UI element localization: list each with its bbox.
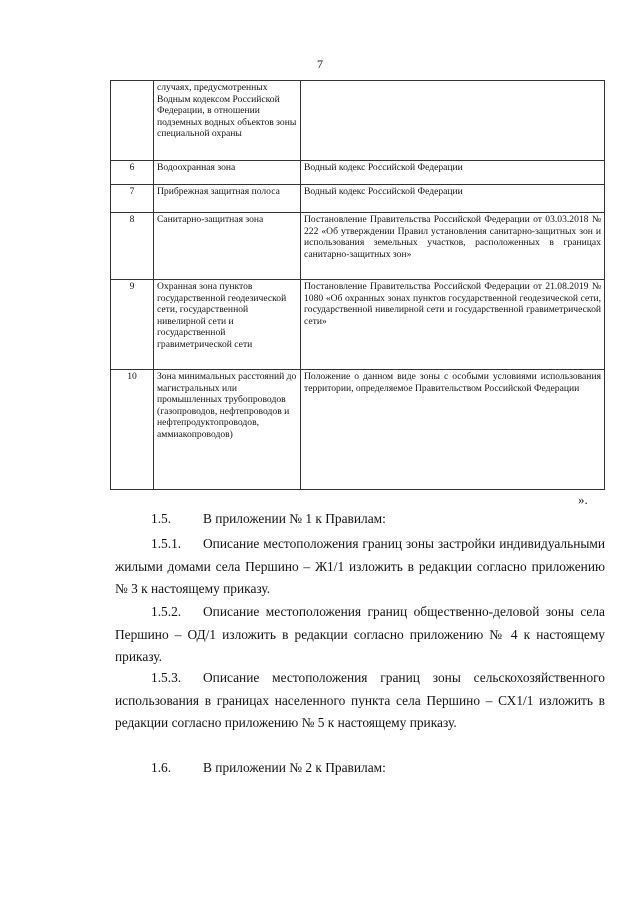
closing-quote: ».	[578, 492, 588, 507]
row-number: 7	[111, 185, 154, 213]
paragraph	[115, 757, 605, 780]
legal-basis: Водный кодекс Российской Федерации	[301, 185, 605, 213]
paragraph-number: 1.5.	[151, 511, 172, 526]
paragraph-text: В приложении № 1 к Правилам:	[203, 511, 386, 526]
zones-table	[110, 80, 605, 490]
row-number: 6	[111, 161, 154, 185]
zone-name: Охранная зона пунктов государственной геодезической сети, государственной нивелирной сети и государственной гравиметрической сети	[154, 280, 301, 370]
paragraph-number: 1.5.2.	[151, 604, 182, 619]
paragraph	[115, 667, 605, 735]
page-number: 7	[317, 57, 323, 71]
table-row	[111, 280, 605, 370]
table-row	[111, 185, 605, 213]
paragraph-text: Описание местоположения границ общественно-деловой зоны села Першино – ОД/1 изложить в редакции согласно приложению № 4 к настоящему приказу.	[115, 604, 605, 664]
paragraph	[115, 533, 605, 601]
row-number: 8	[111, 213, 154, 280]
legal-basis: Постановление Правительства Российской Федерации от 03.03.2018 № 222 «Об утверждении Правил установления санитарно-защитных зон и использования земельных участков, расположенных в границах санитарно-защитных зон»	[301, 213, 605, 280]
row-number: 10	[111, 370, 154, 490]
paragraph-number: 1.6.	[151, 760, 172, 775]
zone-name: Санитарно-защитная зона	[154, 213, 301, 280]
table-row	[111, 370, 605, 490]
table-row	[111, 213, 605, 280]
paragraph-number: 1.5.3.	[151, 670, 182, 685]
legal-basis	[301, 81, 605, 161]
paragraph-text: Описание местоположения границ зоны застройки индивидуальными жилыми домами села Першино – Ж1/1 изложить в редакции согласно приложению № 3 к настоящему приказу.	[115, 536, 605, 596]
zone-name: Водоохранная зона	[154, 161, 301, 185]
row-number	[111, 81, 154, 161]
legal-basis: Постановление Правительства Российской Федерации от 21.08.2019 № 1080 «Об охранных зонах пунктов государственной геодезической сети, государственной нивелирной сети и государственной гравиметрической сети»	[301, 280, 605, 370]
zone-name: Зона минимальных расстояний до магистральных или промышленных трубопроводов (газопроводов, нефтепроводов и нефтепродуктопроводов, аммиакопроводов)	[154, 370, 301, 490]
paragraph-text: Описание местоположения границ зоны сельскохозяйственного использования в границах населенного пункта села Першино – СХ1/1 изложить в редакции согласно приложению № 5 к настоящему приказу.	[115, 670, 605, 730]
zone-name: Прибрежная защитная полоса	[154, 185, 301, 213]
paragraph	[115, 601, 605, 669]
paragraph-text: В приложении № 2 к Правилам:	[203, 760, 386, 775]
table-row	[111, 81, 605, 161]
row-number: 9	[111, 280, 154, 370]
zone-name: случаях, предусмотренных Водным кодексом Российской Федерации, в отношении подземных водных объектов зоны специальной охраны	[154, 81, 301, 161]
table-row	[111, 161, 605, 185]
paragraph-number: 1.5.1.	[151, 536, 182, 551]
legal-basis: Положение о данном виде зоны с особыми условиями использования территории, определяемое Правительством Российской Федерации	[301, 370, 605, 490]
legal-basis: Водный кодекс Российской Федерации	[301, 161, 605, 185]
paragraph	[115, 508, 605, 531]
